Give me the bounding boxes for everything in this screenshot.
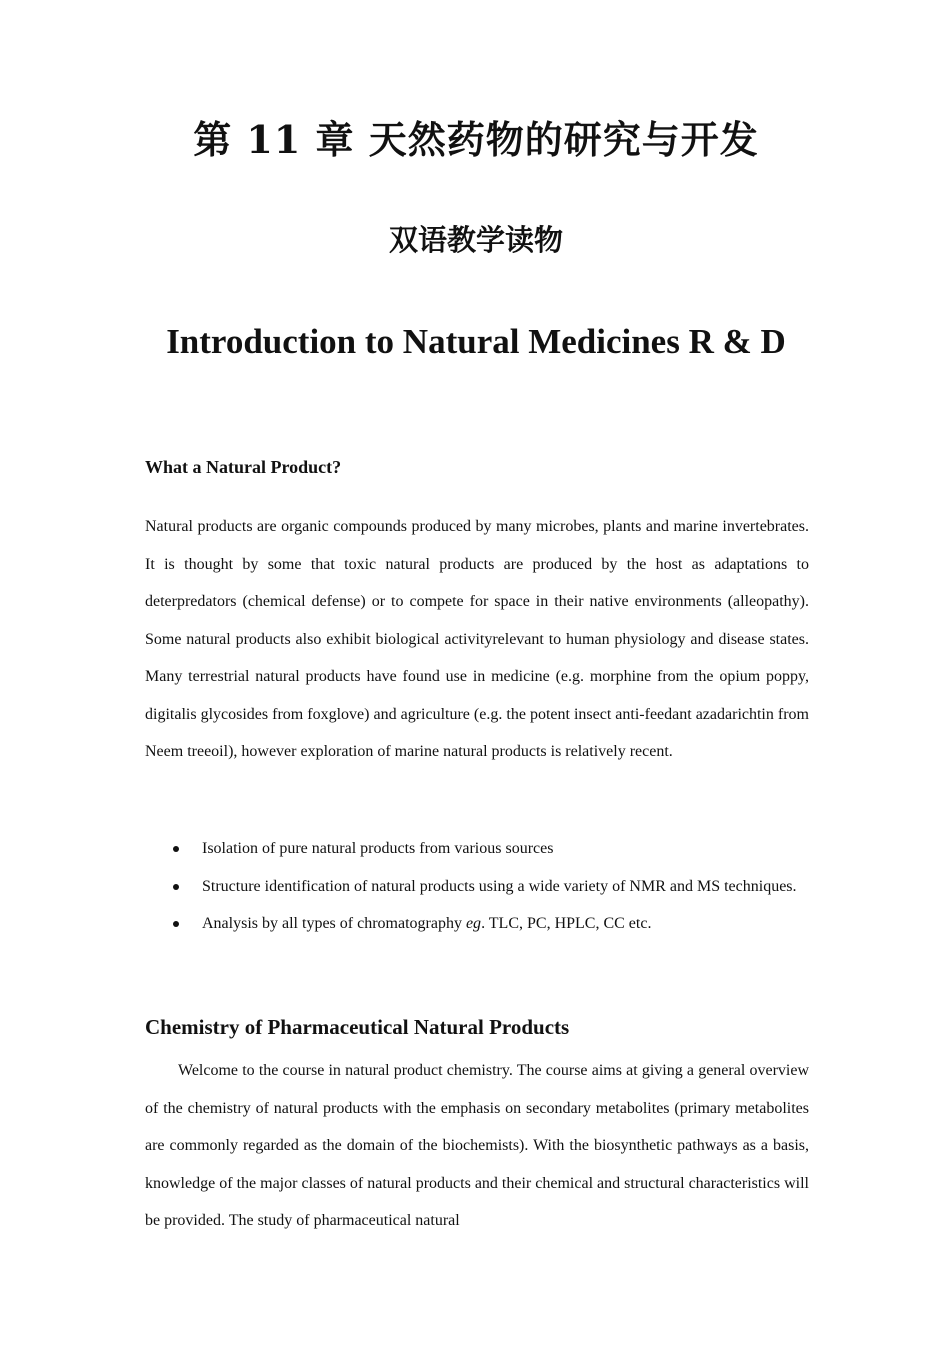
bullet-list (145, 830, 809, 943)
list-item (145, 868, 809, 906)
natural-product-paragraph: Natural products are organic compounds produced by many microbes, plants and marine invertebrates. It is thought by some that toxic natural products are produced by the host as adaptations to deterpredators (chemical defense) or to compete for space in their native environments (alleopathy). Some natural products also exhibit biological activityrelevant to human physiology and disease states. Many terrestrial natural products have found use in medicine (e.g. morphine from the opium poppy, digitalis glycosides from foxglove) and agriculture (e.g. the potent insect anti-feedant azadarichtin from Neem treeoil), however exploration of marine natural products is relatively recent. (145, 518, 809, 760)
list-item (145, 830, 809, 868)
bilingual-reading-subtitle: 双语教学读物 (388, 223, 563, 257)
english-title: Introduction to Natural Medicines R & D (166, 322, 786, 361)
list-item (145, 905, 809, 943)
list-item-text-end: . TLC, PC, HPLC, CC etc. (481, 915, 652, 932)
bullet-icon (173, 884, 179, 890)
list-item-text: Structure identification of natural products using a wide variety of NMR and MS techniques. (202, 877, 797, 895)
chapter-title: 第 11 章 天然药物的研究与开发 (193, 117, 759, 162)
section-heading-natural-product: What a Natural Product? (145, 457, 342, 477)
list-item-text-italic: eg (465, 915, 482, 932)
list-item-text: Isolation of pure natural products from various sources (202, 840, 554, 857)
bullet-icon (173, 921, 179, 927)
pharmaceutical-chemistry-paragraph: Welcome to the course in natural product chemistry. The course aims at giving a general overview of the chemistry of natural products with the emphasis on secondary metabolites (primary metabolites are commonly regarded as the domain of the biochemists). With the biosynthetic pathways as a basis, knowledge of the major classes of natural products and their chemical and structural characteristics will be provided. The study of pharmaceutical natural (145, 1062, 809, 1229)
list-item-text-start: Analysis by all types of chromatography (202, 915, 466, 932)
bullet-icon (173, 846, 179, 852)
section-heading-pharmaceutical-chemistry: Chemistry of Pharmaceutical Natural Products (145, 1015, 570, 1039)
